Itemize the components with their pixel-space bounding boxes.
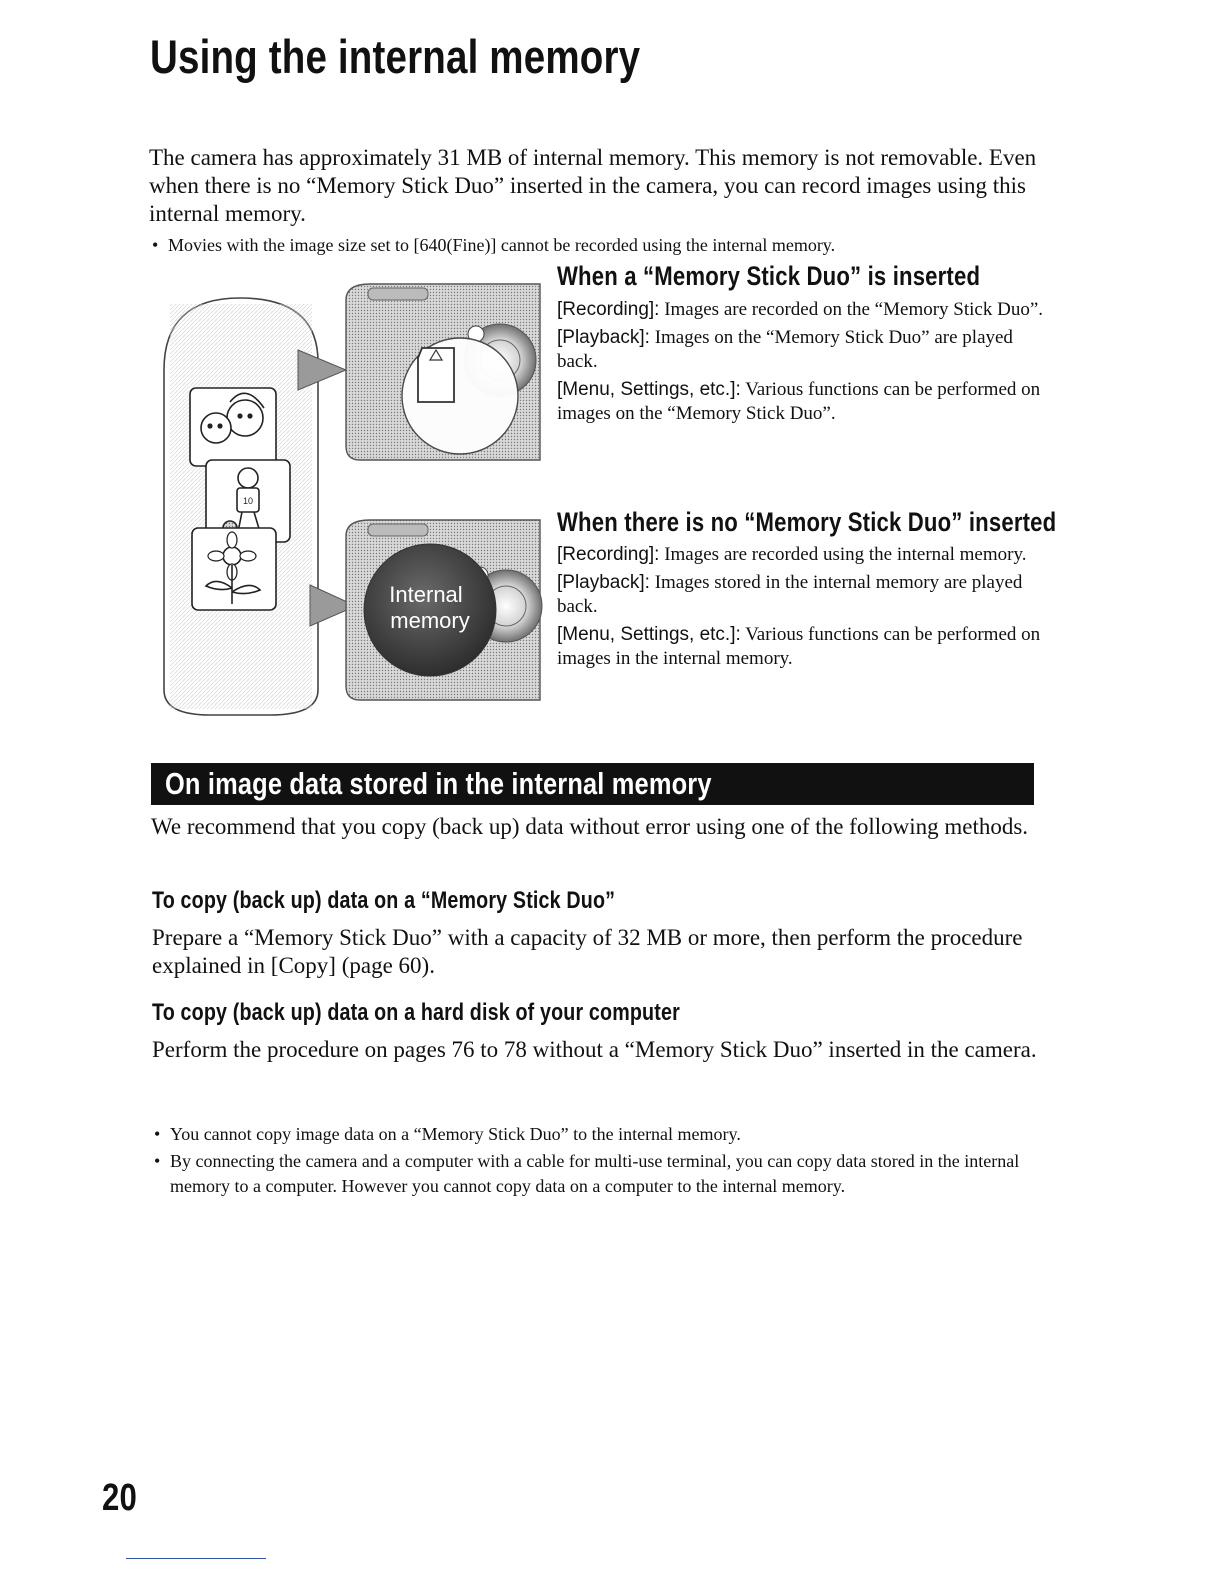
page-number: 20: [102, 1477, 137, 1519]
arrow-right-icon: [298, 350, 346, 390]
note-item: • By connecting the camera and a computer with a cable for multi-use terminal, you can copy data stored in the internal memory to a computer. However you cannot copy data on a computer to the internal memory.: [154, 1151, 1020, 1196]
svg-text:10: 10: [243, 496, 254, 506]
note-item: • You cannot copy image data on a “Memory Stick Duo” to the internal memory.: [152, 1122, 1082, 1147]
case-none-playback: [Playback]: Images stored in the internal memory are played back.: [557, 572, 1023, 617]
bullet-icon: •: [154, 1151, 161, 1171]
case-none-heading: When there is no “Memory Stick Duo” inserted: [557, 507, 1057, 537]
section-intro: We recommend that you copy (back up) data without error using one of the following methods.: [151, 814, 1029, 839]
case-none-list: [557, 543, 1057, 675]
case-inserted-list: [557, 298, 1057, 430]
case-none-menu: [Menu, Settings, etc.]: Various functions can be performed on images in the internal memory.: [557, 624, 1041, 669]
section-heading: On image data stored in the internal memory: [165, 766, 712, 801]
subsection-memory-stick-body: Prepare a “Memory Stick Duo” with a capacity of 32 MB or more, then perform the procedure explained in [Copy] (page 60).: [152, 925, 1023, 978]
memory-illustration: [150, 270, 550, 730]
photo-card-flower: [192, 528, 276, 610]
internal-memory-label: memory: [390, 608, 470, 633]
subsection-memory-stick-heading: To copy (back up) data on a “Memory Stick Duo”: [152, 887, 616, 914]
camera-top-icon: [346, 284, 540, 460]
case-inserted-playback: [Playback]: Images on the “Memory Stick Duo” are played back.: [557, 327, 1013, 372]
case-inserted-heading: When a “Memory Stick Duo” is inserted: [557, 261, 981, 291]
intro-note: [150, 233, 1098, 257]
notes-list: [152, 1122, 1082, 1201]
bullet-icon: •: [154, 1124, 161, 1144]
section-heading-bar: [151, 763, 1034, 805]
photo-card-children: [190, 388, 276, 466]
memory-stick-icon: [418, 348, 454, 402]
intro-note-text: Movies with the image size set to [640(Fine)] cannot be recorded using the internal memory.: [168, 235, 836, 255]
bullet-icon: •: [152, 235, 159, 255]
subsection-hard-disk-body: Perform the procedure on pages 76 to 78 without a “Memory Stick Duo” inserted in the camera.: [152, 1037, 1037, 1062]
case-inserted-menu: [Menu, Settings, etc.]: Various functions can be performed on images on the “Memory Stick Duo”.: [557, 379, 1041, 424]
case-none-recording: [Recording]: Images are recorded using the internal memory.: [557, 544, 1027, 565]
footer-rule: [126, 1558, 266, 1559]
intro-paragraph: The camera has approximately 31 MB of internal memory. This memory is not removable. Even when there is no “Memory Stick Duo” inserted in the camera, you can record images using this internal memory.: [149, 145, 1037, 226]
internal-memory-label: Internal: [389, 582, 463, 607]
case-inserted-recording: [Recording]: Images are recorded on the “Memory Stick Duo”.: [557, 299, 1044, 320]
camera-bottom-icon: [346, 520, 542, 700]
subsection-hard-disk-heading: To copy (back up) data on a hard disk of your computer: [152, 999, 680, 1026]
page-title: Using the internal memory: [150, 30, 641, 83]
